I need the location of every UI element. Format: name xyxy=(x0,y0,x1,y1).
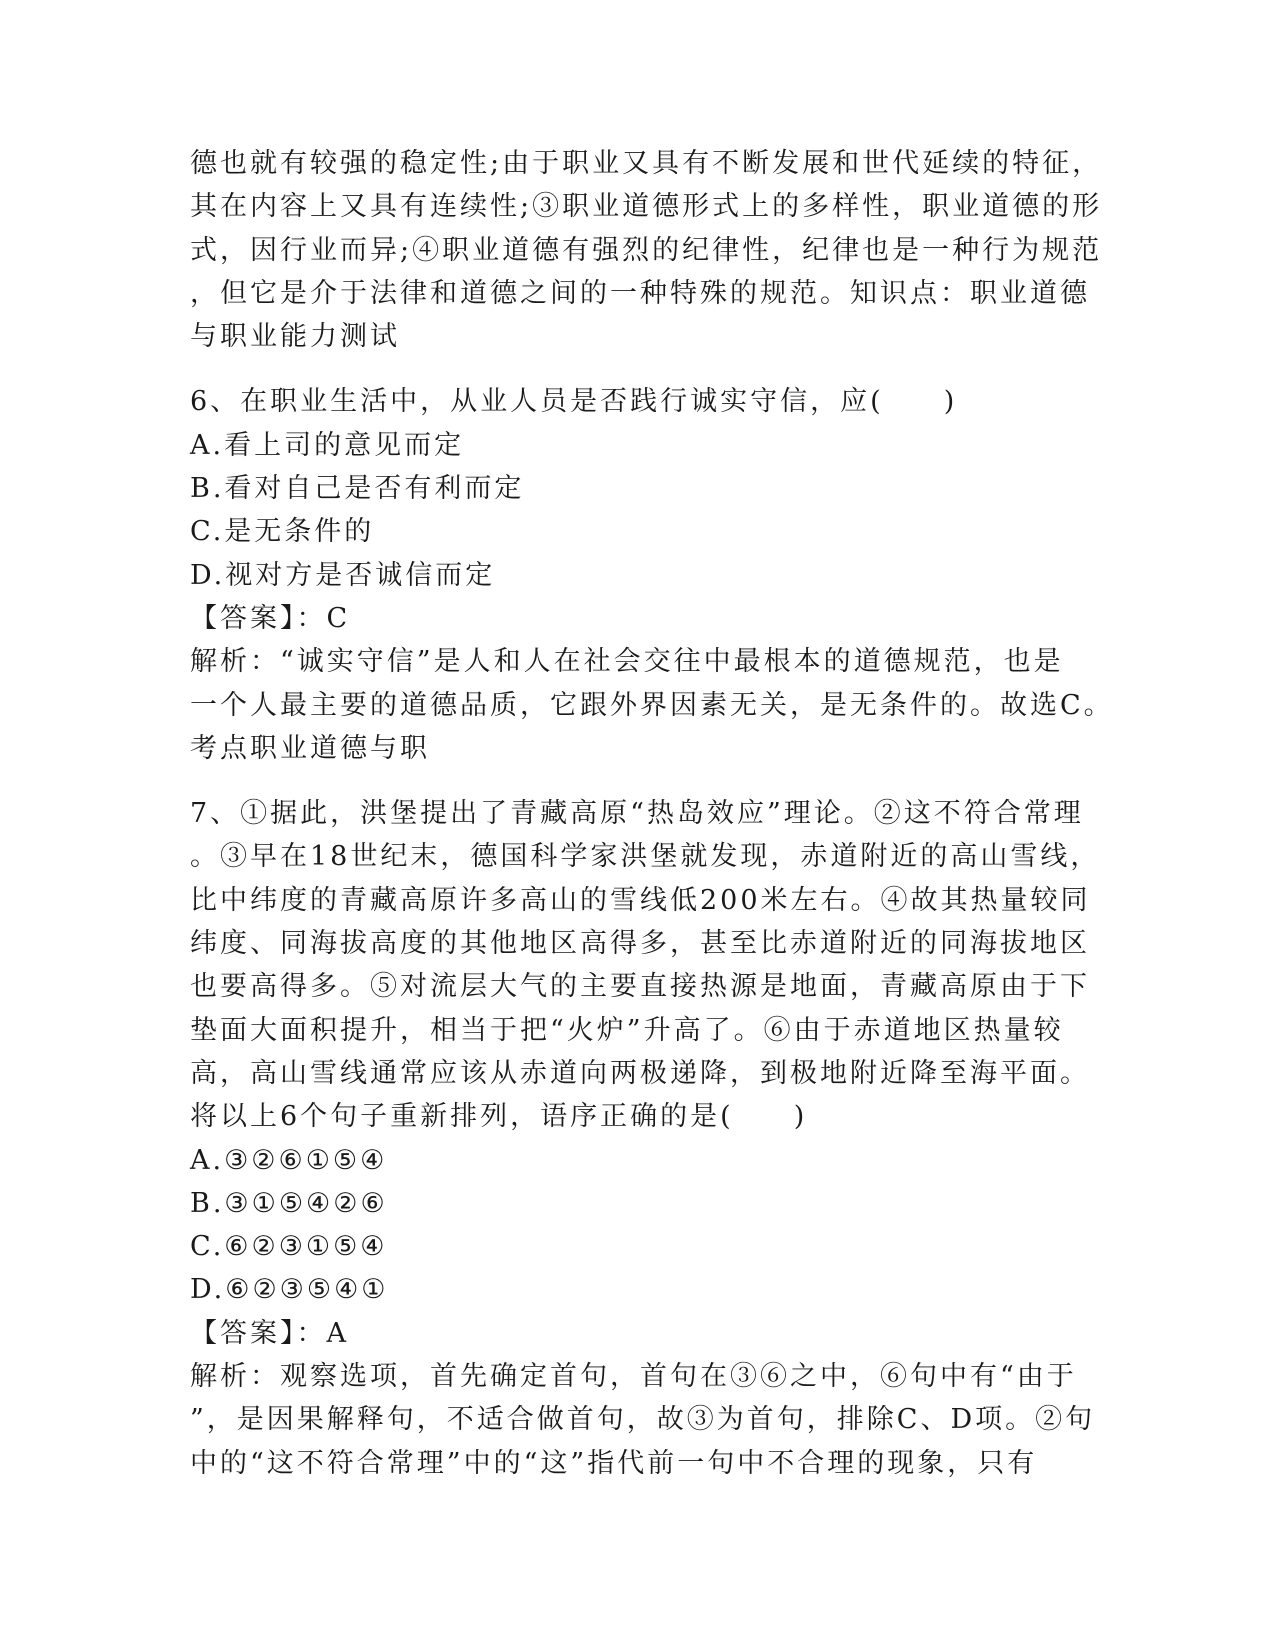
previous-explanation-continuation xyxy=(190,142,1103,358)
answer-line: 【答案】：C xyxy=(190,602,351,634)
question-stem-line: 7、①据此，洪堡提出了青藏高原“热岛效应”理论。②这不符合常理 xyxy=(190,798,1084,830)
question-stem-line: 高，高山雪线通常应该从赤道向两极递降，到极地附近降至海平面。 xyxy=(190,1057,1090,1089)
option-b: B.③①⑤④②⑥ xyxy=(190,1187,388,1219)
question-stem-line: 将以上6个句子重新排列，语序正确的是( ) xyxy=(190,1101,808,1133)
document-page xyxy=(190,142,1114,1485)
question-stem-line: 也要高得多。⑤对流层大气的主要直接热源是地面，青藏高原由于下 xyxy=(190,971,1090,1003)
analysis-line: 考点职业道德与职 xyxy=(190,732,430,764)
option-c: C.是无条件的 xyxy=(190,516,375,548)
analysis-line: 一个人最主要的道德品质，它跟外界因素无关，是无条件的。故选C。 xyxy=(190,689,1114,721)
option-d: D.视对方是否诚信而定 xyxy=(190,559,496,591)
option-d: D.⑥②③⑤④① xyxy=(190,1274,389,1306)
question-stem: 6、在职业生活中，从业人员是否践行诚实守信，应( ) xyxy=(190,386,958,418)
text-line: 式，因行业而异;④职业道德有强烈的纪律性，纪律也是一种行为规范 xyxy=(190,234,1103,266)
answer-line: 【答案】：A xyxy=(190,1317,349,1349)
question-7 xyxy=(190,792,1101,1485)
question-stem-line: 纬度、同海拔高度的其他地区高得多，甚至比赤道附近的同海拔地区 xyxy=(190,928,1090,960)
question-stem-line: 比中纬度的青藏高原许多高山的雪线低200米左右。④故其热量较同 xyxy=(190,884,1091,916)
text-line: 其在内容上又具有连续性;③职业道德形式上的多样性，职业道德的形 xyxy=(190,191,1103,223)
analysis-line: 中的“这不符合常理”中的“这”指代前一句中不合理的现象，只有 xyxy=(190,1447,1038,1479)
analysis-line: 解析：观察选项，首先确定首句，首句在③⑥之中，⑥句中有“由于 xyxy=(190,1361,1077,1393)
option-a: A.看上司的意见而定 xyxy=(190,429,465,461)
analysis-line: 解析：“诚实守信”是人和人在社会交往中最根本的道德规范，也是 xyxy=(190,646,1064,678)
text-line: ，但它是介于法律和道德之间的一种特殊的规范。知识点：职业道德 xyxy=(190,277,1090,309)
question-stem-line: 垫面大面积提升，相当于把“火炉”升高了。⑥由于赤道地区热量较 xyxy=(190,1014,1064,1046)
text-line: 德也就有较强的稳定性;由于职业又具有不断发展和世代延续的特征， xyxy=(190,148,1103,179)
question-6 xyxy=(190,380,1114,770)
option-b: B.看对自己是否有利而定 xyxy=(190,473,525,505)
question-stem-line: 。③早在18世纪末，德国科学家洪堡就发现，赤道附近的高山雪线， xyxy=(190,841,1101,873)
option-c: C.⑥②③①⑤④ xyxy=(190,1231,388,1263)
analysis-line: ”，是因果解释句，不适合做首句，故③为首句，排除C、D项。②句 xyxy=(190,1404,1096,1436)
option-a: A.③②⑥①⑤④ xyxy=(190,1144,388,1176)
text-line: 与职业能力测试 xyxy=(190,321,400,353)
